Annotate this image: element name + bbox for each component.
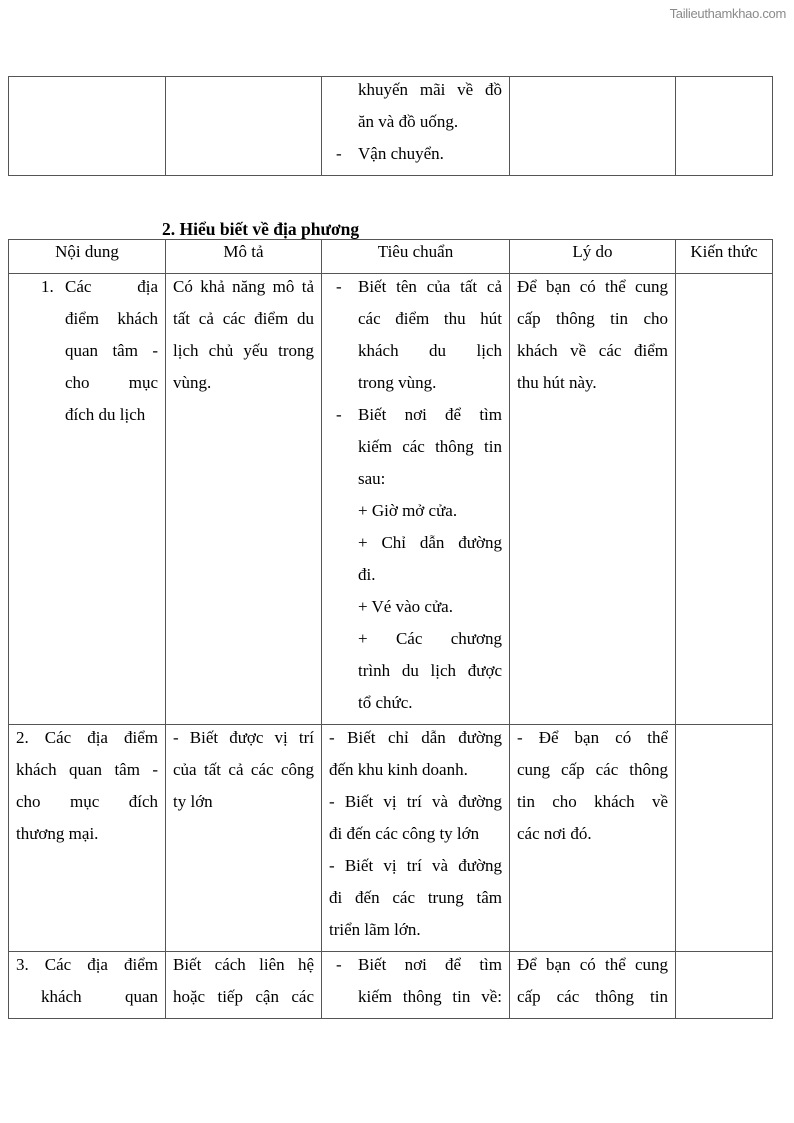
line-text: 2. Các địa điểm [16,728,158,747]
cell-line [517,757,668,789]
cell-line [517,306,668,338]
cell-line [517,725,668,757]
line-text: - Biết được vị trí [173,728,314,747]
line-text: - Để bạn có thể [517,728,668,747]
table-cell [510,77,676,176]
cell-line [329,885,502,917]
table-row [9,77,773,176]
cell-line [16,338,158,370]
line-text: đến khu kinh doanh. [329,760,468,779]
table-cell [322,274,510,725]
table-cell [166,274,322,725]
local-knowledge-table [8,239,773,1019]
cell-line [329,821,502,853]
line-text: + Giờ mở cửa. [358,501,458,520]
line-text: cấp thông tin cho [517,309,668,328]
line-text: Để bạn có thể cung [517,277,668,296]
cell-line [173,306,314,338]
line-text: các điểm thu hút [358,309,502,328]
cell-line [16,306,158,338]
cell-line [173,984,314,1016]
line-text: + Chỉ dẫn đường [358,533,502,552]
cell-line [517,984,668,1016]
line-text: thương mại. [16,824,99,843]
table-cell [9,77,166,176]
line-text: trình du lịch được [358,661,502,680]
cell-line [329,917,502,949]
cell-line [517,338,668,370]
line-text: tổ chức. [358,693,413,712]
cell-line [173,952,314,984]
cell-line [329,306,502,338]
cell-line [329,466,502,498]
table-row [9,952,773,1019]
line-text: quan tâm - [65,341,158,360]
line-text: - Biết vị trí và đường [329,792,502,811]
line-text: kiếm các thông tin [358,437,502,456]
header-ly-do: Lý do [510,240,676,274]
line-text: Các địa [65,277,158,296]
line-text: Vận chuyển. [358,144,444,163]
cell-line [517,370,668,402]
cell-line [517,789,668,821]
table-cell [676,952,773,1019]
cell-line [329,757,502,789]
cell-line [329,141,502,173]
line-text: đích du lịch [65,405,146,424]
cell-line [16,370,158,402]
line-text: ăn và đồ uống. [358,112,459,131]
header-kien-thuc: Kiến thức [676,240,773,274]
cell-line [173,370,314,402]
line-text: các nơi đó. [517,824,592,843]
table-cell [9,725,166,952]
table-cell [322,952,510,1019]
watermark: Tailieuthamkhao.com [669,6,786,21]
cell-line [329,274,502,306]
line-text: Biết nơi để tìm [358,405,502,424]
line-text: cho mục đích [16,792,158,811]
line-text: của tất cả các công [173,760,314,779]
line-text: - Biết chỉ dẫn đường [329,728,502,747]
line-text: điểm khách [65,309,158,328]
line-text: + Vé vào cửa. [358,597,453,616]
cell-line [16,402,158,434]
table-cell [676,77,773,176]
line-text: Để bạn có thể cung [517,955,668,974]
line-text: cho mục [65,373,158,392]
cell-line [16,789,158,821]
table-cell [166,725,322,952]
cell-line [16,725,158,757]
cell-line [329,370,502,402]
cell-line [329,984,502,1016]
table-cell [9,274,166,725]
cell-line [329,434,502,466]
table-cell [166,952,322,1019]
section-heading: 2. Hiểu biết về địa phương [162,219,360,239]
line-text: + Các chương [358,629,502,648]
line-text: 3. Các địa điểm [16,955,158,974]
cell-line [517,821,668,853]
cell-line [329,594,502,626]
cell-line [16,984,158,1016]
cell-line [329,725,502,757]
line-text: khách quan tâm - [16,760,158,779]
cell-line [329,338,502,370]
bullet-dash: - [336,955,342,974]
cell-line [173,338,314,370]
line-text: ty lớn [173,792,213,811]
table-cell [322,77,510,176]
line-text: kiếm thông tin về: [358,987,502,1006]
cell-line [329,109,502,141]
cell-line [329,626,502,658]
line-text: triển lãm lớn. [329,920,421,939]
cell-line [329,562,502,594]
table-cell [322,725,510,952]
table-cell [166,77,322,176]
cell-line [517,274,668,306]
line-text: Biết tên của tất cả [358,277,502,296]
table-cell [510,952,676,1019]
line-text: cấp các thông tin [517,987,668,1006]
cell-line [329,658,502,690]
bullet-dash: - [336,277,342,296]
line-text: Biết nơi để tìm [358,955,502,974]
bullet-dash: - [336,144,342,163]
line-text: đi. [358,565,376,584]
cell-line [517,952,668,984]
continued-standards-table [8,76,773,176]
cell-line [173,274,314,306]
table-cell [510,725,676,952]
cell-line [329,853,502,885]
line-text: vùng. [173,373,212,392]
cell-line [16,274,158,306]
line-text: sau: [358,469,386,488]
cell-line [329,789,502,821]
table-header-row [9,240,773,274]
line-text: khách về các điểm [517,341,668,360]
cell-line [16,821,158,853]
cell-line [16,757,158,789]
line-text: đi đến các công ty lớn [329,824,480,843]
line-text: cung cấp các thông [517,760,668,779]
header-tieu-chuan: Tiêu chuẩn [322,240,510,274]
header-mo-ta: Mô tả [166,240,322,274]
cell-line [329,530,502,562]
line-text: khách du lịch [358,341,502,360]
table-row [9,725,773,952]
cell-line [329,77,502,109]
line-text: thu hút này. [517,373,597,392]
line-text: trong vùng. [358,373,437,392]
list-number: 1. [41,277,54,296]
header-noi-dung: Nội dung [9,240,166,274]
cell-line [329,402,502,434]
table-cell [9,952,166,1019]
cell-line [173,789,314,821]
cell-line [173,757,314,789]
line-text: - Biết vị trí và đường [329,856,502,875]
cell-line [173,725,314,757]
bullet-dash: - [336,405,342,424]
line-text: tin cho khách về [517,792,668,811]
line-text: Biết cách liên hệ [173,955,314,974]
line-text: khách quan [41,987,158,1006]
cell-line [329,690,502,722]
table-row [9,274,773,725]
line-text: tất cả các điểm du [173,309,314,328]
line-text: đi đến các trung tâm [329,888,502,907]
table-cell [676,274,773,725]
line-text: lịch chủ yếu trong [173,341,314,360]
table-cell [676,725,773,952]
cell-line [329,498,502,530]
table-cell [510,274,676,725]
line-text: khuyến mãi về đồ [358,80,502,99]
line-text: Có khả năng mô tả [173,277,314,296]
line-text: hoặc tiếp cận các [173,987,314,1006]
cell-line [16,952,158,984]
cell-line [329,952,502,984]
